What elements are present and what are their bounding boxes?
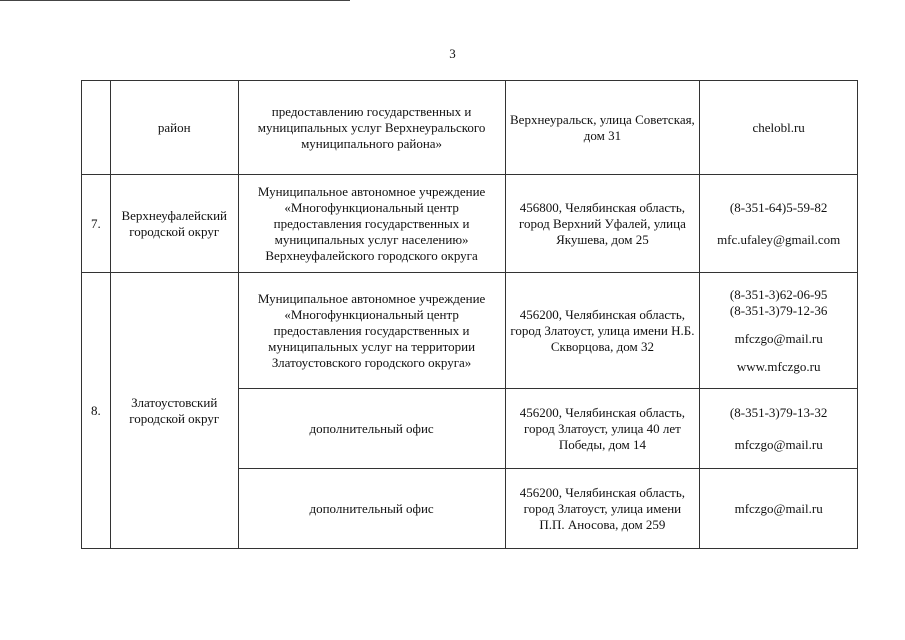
district-cell: район xyxy=(110,81,238,175)
mfc-table xyxy=(81,80,858,549)
table-row xyxy=(82,81,858,175)
row-number-cell: 7. xyxy=(82,175,111,273)
table-row xyxy=(82,273,858,389)
organization-cell: Муниципальное автономное учреждение «Многофункциональный центр предоставления государственных и муниципальных услуг населению» Верхнеуфалейского городского округа xyxy=(238,175,505,273)
district-cell: Златоустовский городской округ xyxy=(110,273,238,549)
contacts-cell xyxy=(700,81,858,175)
address-cell: 456800, Челябинская область, город Верхний Уфалей, улица Якушева, дом 25 xyxy=(505,175,700,273)
table-row xyxy=(82,175,858,273)
organization-cell: Муниципальное автономное учреждение «Многофункциональный центр предоставления государственных и муниципальных услуг на территории Златоустовского городского округа» xyxy=(238,273,505,389)
address-cell: 456200, Челябинская область, город Златоуст, улица имени П.П. Аносова, дом 259 xyxy=(505,469,700,549)
phone-number: (8-351-3)62-06-95 xyxy=(729,286,828,302)
phone-number: (8-351-64)5-59-82 xyxy=(729,199,828,215)
header-rule xyxy=(0,0,350,1)
website-link[interactable]: www.mfczgo.ru xyxy=(736,358,821,374)
phone-number: (8-351-3)79-13-32 xyxy=(729,404,828,420)
email-link[interactable]: mfczgo@mail.ru xyxy=(734,330,823,346)
phone-number: (8-351-3)79-12-36 xyxy=(729,302,828,318)
email-link[interactable]: mfczgo@mail.ru xyxy=(734,500,823,516)
page-number: 3 xyxy=(449,46,456,61)
contacts-cell xyxy=(700,469,858,549)
district-cell: Верхнеуфалейский городской округ xyxy=(110,175,238,273)
organization-cell: дополнительный офис xyxy=(238,389,505,469)
email-link[interactable]: mfc.ufaley@gmail.com xyxy=(717,231,841,247)
contacts-cell xyxy=(700,273,858,389)
row-number-cell xyxy=(82,81,111,175)
organization-cell: предоставлению государственных и муниципальных услуг Верхнеуральского муниципального района» xyxy=(238,81,505,175)
address-cell: 456200, Челябинская область, город Златоуст, улица 40 лет Победы, дом 14 xyxy=(505,389,700,469)
website-link[interactable]: chelobl.ru xyxy=(752,119,805,135)
address-cell: Верхнеуральск, улица Советская, дом 31 xyxy=(505,81,700,175)
contacts-cell xyxy=(700,175,858,273)
organization-cell: дополнительный офис xyxy=(238,469,505,549)
email-link[interactable]: mfczgo@mail.ru xyxy=(734,436,823,452)
contacts-cell xyxy=(700,389,858,469)
row-number-cell: 8. xyxy=(82,273,111,549)
address-cell: 456200, Челябинская область, город Златоуст, улица имени Н.Б. Скворцова, дом 32 xyxy=(505,273,700,389)
